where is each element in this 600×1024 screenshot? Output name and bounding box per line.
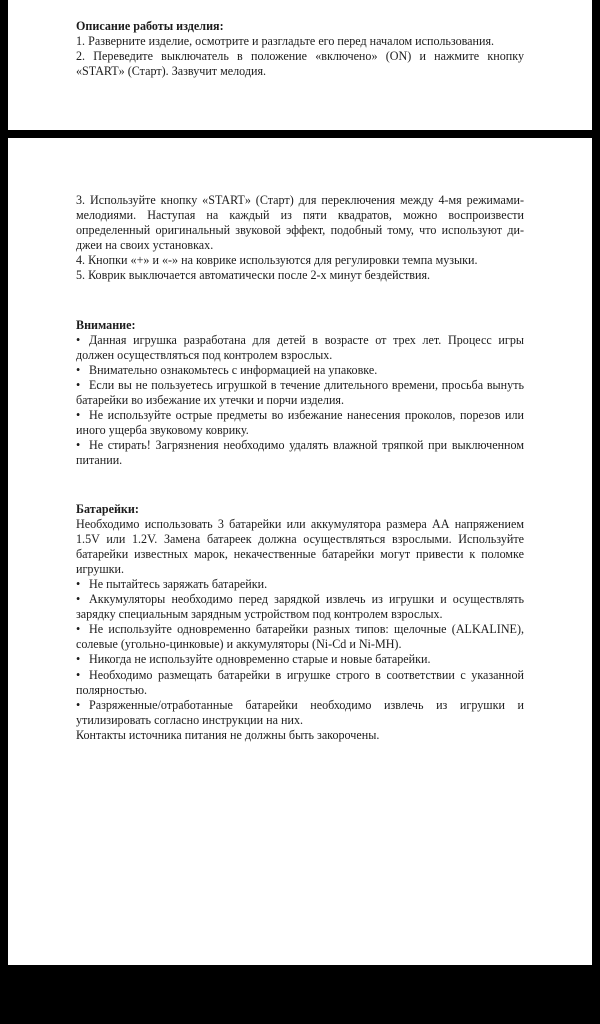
warning-item-text: Не используйте острые предметы во избежание нанесения проколов, порезов или иного ущерба звуковому коврику.: [76, 408, 524, 438]
batteries-section: [76, 502, 524, 744]
batteries-item: [76, 652, 524, 667]
batteries-item: [76, 622, 524, 652]
bullet-icon: •: [76, 592, 81, 607]
batteries-item-text: Необходимо размещать батарейки в игрушке строго в соответствии с указанной полярностью.: [76, 667, 524, 697]
warning-item: [76, 438, 524, 468]
batteries-item-text: Никогда не используйте одновременно старые и новые батарейки.: [89, 652, 431, 667]
warning-item: [76, 333, 524, 363]
bullet-icon: •: [76, 438, 81, 453]
warning-item: [76, 408, 524, 438]
warning-heading: Внимание:: [76, 317, 136, 332]
document-page-2: [8, 138, 592, 965]
bullet-icon: •: [76, 652, 81, 667]
operation-step-4: 4. Кнопки «+» и «-» на коврике используются для регулировки темпа музыки.: [76, 253, 478, 268]
warning-item-text: Не стирать! Загрязнения необходимо удалять влажной тряпкой при выключенном питании.: [76, 438, 524, 468]
operation-heading: Описание работы изделия:: [76, 19, 224, 33]
batteries-item: [76, 592, 524, 622]
bullet-icon: •: [76, 667, 81, 682]
warning-section: [76, 318, 524, 469]
bullet-icon: •: [76, 697, 81, 712]
batteries-item: [76, 698, 524, 728]
batteries-item-text: Не используйте одновременно батарейки разных типов: щелочные (ALKALINE), солевые (угольно-цинковые) и аккумуляторы (Ni-Cd и Ni-MH).: [76, 622, 524, 652]
warning-item-text: Внимательно ознакомьтесь с информацией на упаковке.: [89, 362, 378, 377]
batteries-item: [76, 577, 524, 592]
batteries-closing: Контакты источника питания не должны быть закорочены.: [76, 727, 380, 742]
warning-item-text: Данная игрушка разработана для детей в возрасте от трех лет. Процесс игры должен осуществляться под контролем взрослых.: [76, 332, 524, 362]
operation-step-5: 5. Коврик выключается автоматически после 2-х минут бездействия.: [76, 268, 431, 283]
bullet-icon: •: [76, 362, 81, 377]
batteries-heading: Батарейки:: [76, 501, 139, 516]
warning-item-text: Если вы не пользуетесь игрушкой в течение длительного времени, просьба вынуть батарейки во избежание их утечки и порчи изделия.: [76, 377, 524, 408]
bullet-icon: •: [76, 377, 81, 392]
operation-step-3: 3. Используйте кнопку «START» (Старт) для переключения между 4-мя режимами-мелодиями. Наступая на каждый из пяти квадратов, можно воспроизвести определенный оригинальный звуковой эффект, подобный тому, что используют диджеи на своих установках.: [76, 193, 524, 253]
batteries-intro: Необходимо использовать 3 батарейки или аккумулятора размера АА напряжением 1.5V или 1.2V. Замена батареек должна осуществляться взрослыми. Используйте батарейки известных марок, некачественные батарейки могут привести к поломке игрушки.: [76, 516, 524, 576]
bullet-icon: •: [76, 622, 81, 637]
bullet-icon: •: [76, 408, 81, 423]
document-page-1: [8, 0, 592, 130]
batteries-item-text: Разряженные/отработанные батарейки необходимо извлечь из игрушки и утилизировать согласно инструкции на них.: [76, 697, 524, 727]
batteries-item-text: Не пытайтесь заряжать батарейки.: [89, 576, 268, 591]
operation-step-1: 1. Разверните изделие, осмотрите и разгладьте его перед началом использования.: [76, 34, 495, 49]
warning-item: [76, 378, 524, 408]
batteries-item-text: Аккумуляторы необходимо перед зарядкой извлечь из игрушки и осуществлять зарядку специальным зарядным устройством под контролем взрослых.: [76, 592, 524, 622]
batteries-item: [76, 668, 524, 698]
bullet-icon: •: [76, 332, 81, 347]
operation-step-2: 2. Переведите выключатель в положение «включено» (ON) и нажмите кнопку «START» (Старт). Зазвучит мелодия.: [76, 49, 524, 79]
warning-item: [76, 363, 524, 378]
bullet-icon: •: [76, 576, 81, 591]
